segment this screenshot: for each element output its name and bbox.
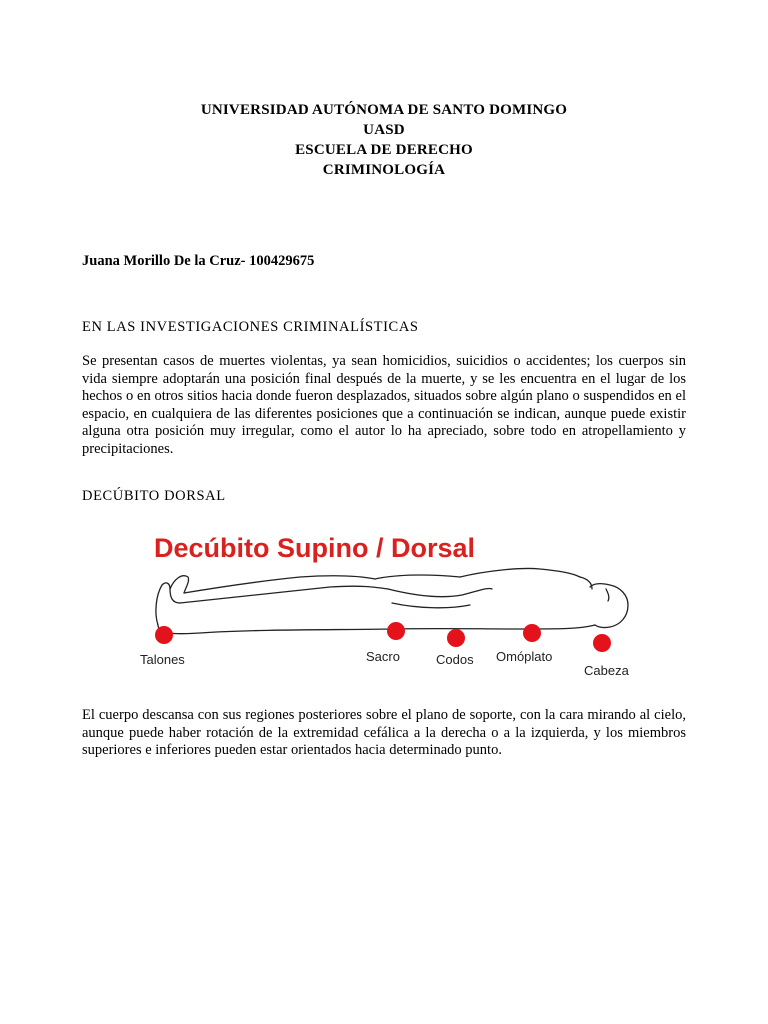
label-talones: Talones [140,652,185,667]
point-sacro [387,622,405,640]
author-line: Juana Morillo De la Cruz- 100429675 [82,253,315,269]
document-header [0,100,768,180]
course-name: CRIMINOLOGÍA [322,162,446,178]
support-points [155,622,611,652]
section-title-investigaciones: EN LAS INVESTIGACIONES CRIMINALÍSTICAS [82,319,419,335]
intro-paragraph: Se presentan casos de muertes violentas, ya sean homicidios, suicidios o accidentes; los cuerpos sin vida siempre adoptarán una posición final después de la muerte, y se les encuentra en el lugar de los hechos o en otros sitios hacia donde fueron desplazados, situados sobre algún plano o suspendidos en el espacio, en cualquiera de las diferentes posiciones que a continuación se indican, aunque puede existir alguna otra posición muy irregular, como el autor lo ha apreciado, sobre todo en atropellamiento y precipitaciones. [82,353,686,457]
decubito-paragraph: El cuerpo descansa con sus regiones posteriores sobre el plano de soporte, con la cara mirando al cielo, aunque puede haber rotación de la extremidad cefálica a la derecha o a la izquierda, y los miembros superiores e inferiores pueden estar orientados hacia determinado punto. [82,707,686,759]
university-name: UNIVERSIDAD AUTÓNOMA DE SANTO DOMINGO [200,102,568,118]
decubito-figure [140,525,640,685]
label-omoplato: Omóplato [496,649,553,664]
point-talones [155,626,173,644]
university-acronym: UASD [363,122,405,138]
section-title-decubito-dorsal: DECÚBITO DORSAL [82,488,226,504]
point-omoplato [523,624,541,642]
label-sacro: Sacro [366,649,400,664]
point-codos [447,629,465,647]
label-cabeza: Cabeza [584,663,629,678]
point-cabeza [593,634,611,652]
school-name: ESCUELA DE DERECHO [295,142,473,158]
decubito-illustration [140,525,640,685]
label-codos: Codos [436,652,474,667]
figure-title: Decúbito Supino / Dorsal [154,533,476,563]
